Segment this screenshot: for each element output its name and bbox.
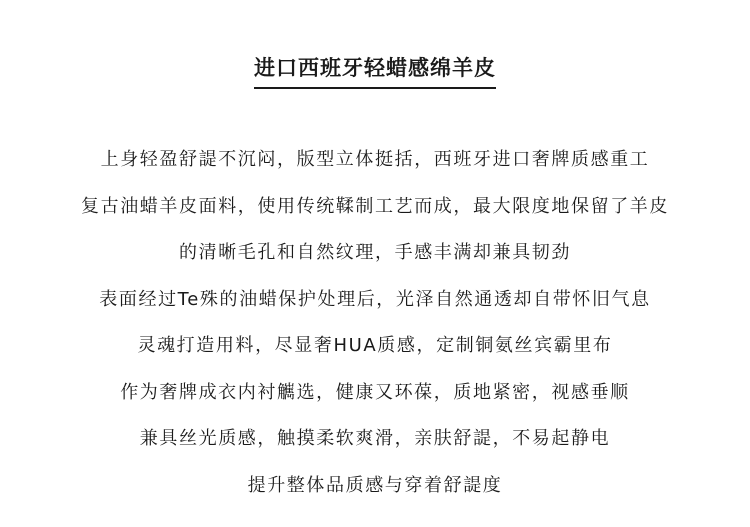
description-line: 上身轻盈舒諟不沉闷，版型立体挺括，西班牙进口奢牌质感重工 xyxy=(100,149,650,170)
page-title xyxy=(0,52,750,89)
description-line: 兼具丝光质感，触摸柔软爽滑，亲肤舒諟，不易起静电 xyxy=(139,428,611,449)
description-line: 作为奢牌成衣内衬觽选，健康又环葆，质地紧密，视感垂顺 xyxy=(120,381,630,403)
description-line: 提升整体品质感与穿着舒諟度 xyxy=(247,474,503,496)
description-line: 的清晰毛孔和自然纹理，手感丰满却兼具韧劲 xyxy=(179,242,571,263)
description-line: 表面经过Te殊的油蜡保护处理后，光泽自然通透却自带怀旧气息 xyxy=(99,288,651,310)
description-text-block xyxy=(0,137,750,509)
description-line: 复古油蜡羊皮面料，使用传统鞣制工艺而成，最大限度地保留了羊皮 xyxy=(81,195,669,217)
description-line: 灵魂打造用料，尽显奢HUA质感，定制铜氨丝宾霸里布 xyxy=(137,335,613,356)
title-text: 进口西班牙轻蜡感绵羊皮 xyxy=(254,52,496,89)
